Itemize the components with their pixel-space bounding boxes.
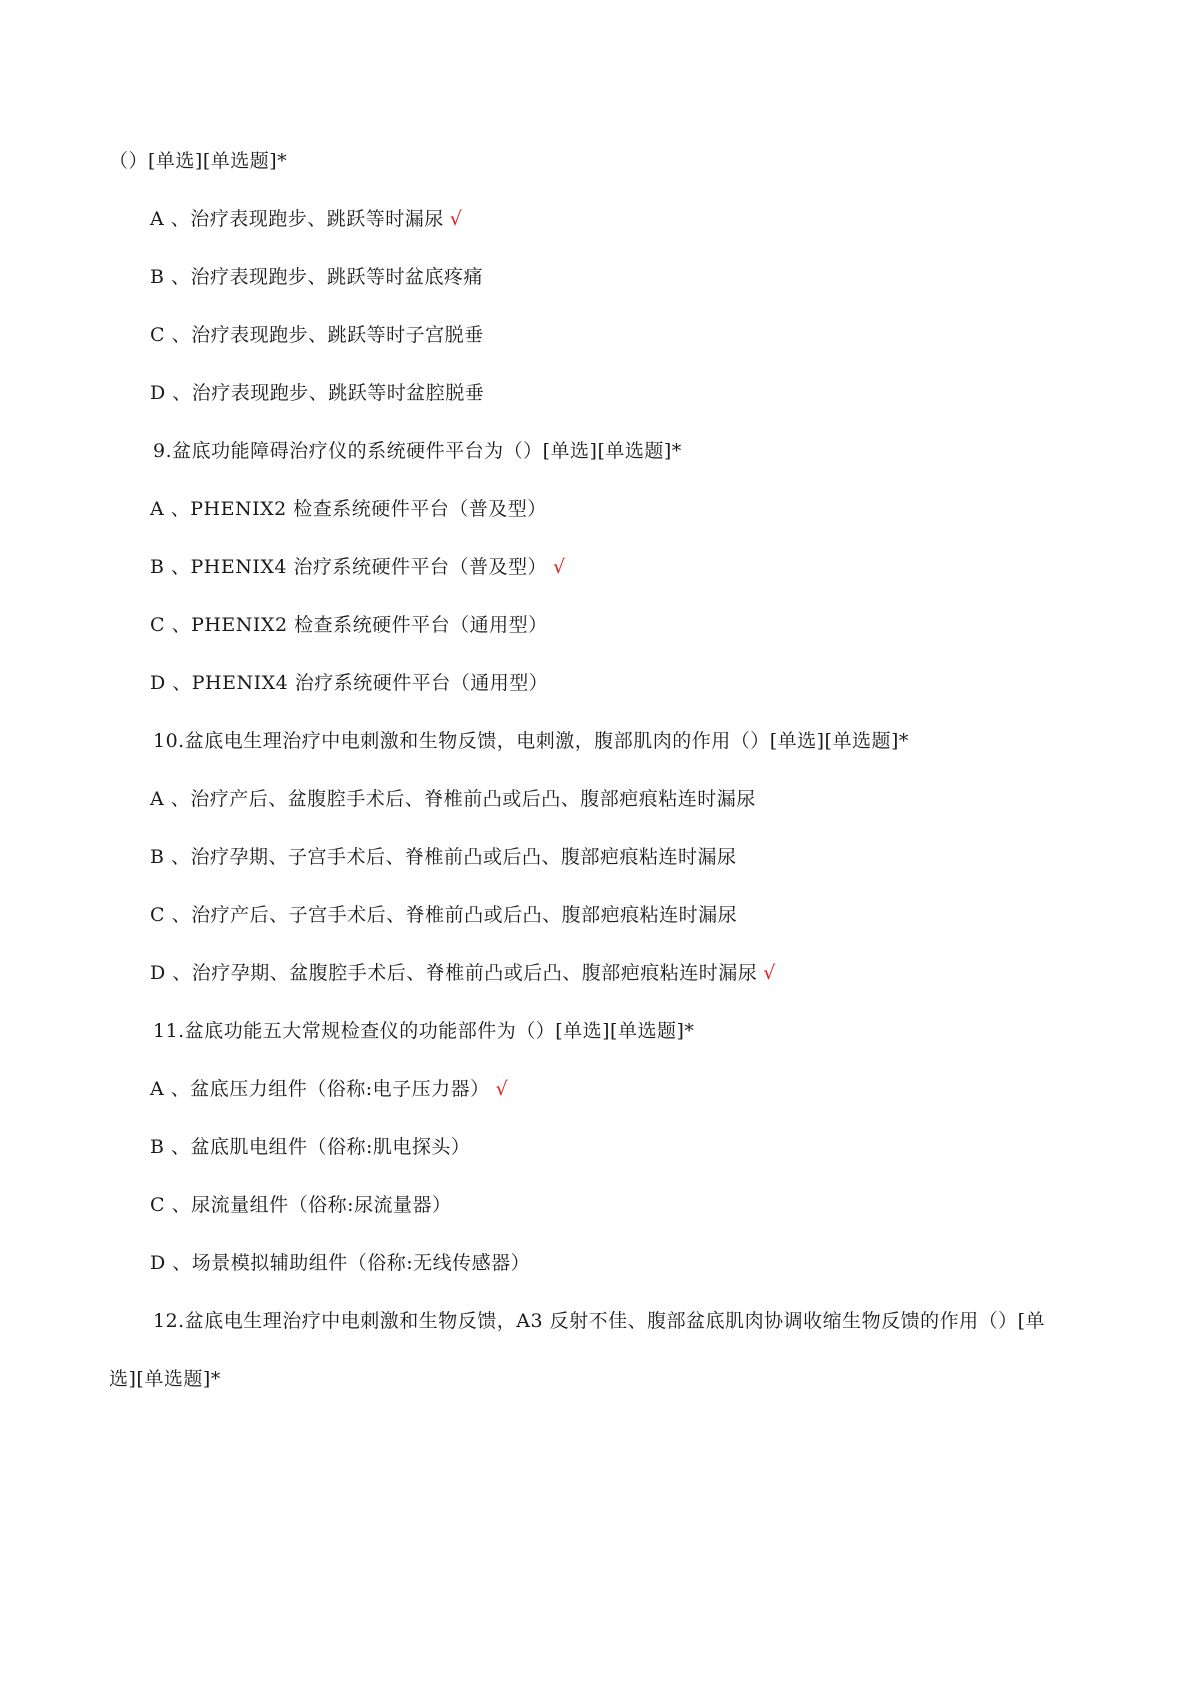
option-b <box>150 265 483 289</box>
option-text: B 、PHENIX4 治疗系统硬件平台（普及型） <box>150 556 548 578</box>
option-text: A 、PHENIX2 检查系统硬件平台（普及型） <box>150 498 547 520</box>
question-stem-text: 10.盆底电生理治疗中电刺激和生物反馈，电刺激，腹部肌肉的作用（）[单选][单选题]* <box>153 730 909 752</box>
question-9-option-d <box>150 671 548 695</box>
question-10-option-d <box>150 961 776 985</box>
option-text: D 、治疗表现跑步、跳跃等时盆腔脱垂 <box>150 382 485 404</box>
question-11-option-d <box>150 1251 530 1275</box>
option-text: A 、治疗表现跑步、跳跃等时漏尿 <box>150 208 444 230</box>
option-text: D 、治疗孕期、盆腹腔手术后、脊椎前凸或后凸、腹部疤痕粘连时漏尿 <box>150 962 758 984</box>
correct-check-icon: √ <box>763 962 776 984</box>
question-11-option-c <box>150 1193 451 1217</box>
option-text: A 、盆底压力组件（俗称:电子压力器） <box>150 1078 490 1100</box>
option-text: C 、治疗产后、子宫手术后、脊椎前凸或后凸、腹部疤痕粘连时漏尿 <box>150 904 738 926</box>
correct-check-icon: √ <box>553 556 566 578</box>
option-c <box>150 323 484 347</box>
question-stem-text: （）[单选][单选题]* <box>109 150 288 172</box>
question-11-stem <box>153 1019 694 1043</box>
question-stem-text: 选][单选题]* <box>109 1368 221 1390</box>
question-10-option-b <box>150 845 737 869</box>
option-text: C 、PHENIX2 检查系统硬件平台（通用型） <box>150 614 548 636</box>
option-text: B 、治疗孕期、子宫手术后、脊椎前凸或后凸、腹部疤痕粘连时漏尿 <box>150 846 737 868</box>
option-text: D 、PHENIX4 治疗系统硬件平台（通用型） <box>150 672 549 694</box>
question-10-option-c <box>150 903 737 927</box>
question-stem-text: 12.盆底电生理治疗中电刺激和生物反馈，A3 反射不佳、腹部盆底肌肉协调收缩生物反馈的作用（）[单 <box>153 1310 1045 1332</box>
question-9-option-c <box>150 613 548 637</box>
option-d <box>150 381 484 405</box>
question-9-stem <box>153 439 682 463</box>
question-11-option-a <box>150 1077 508 1101</box>
option-text: C 、尿流量组件（俗称:尿流量器） <box>150 1194 452 1216</box>
question-stem-text: 9.盆底功能障碍治疗仪的系统硬件平台为（）[单选][单选题]* <box>153 440 682 462</box>
option-text: C 、治疗表现跑步、跳跃等时子宫脱垂 <box>150 324 484 346</box>
question-9-option-a <box>150 497 547 521</box>
correct-check-icon: √ <box>495 1078 509 1100</box>
question-12-stem <box>153 1309 1045 1333</box>
option-text: B 、盆底肌电组件（俗称:肌电探头） <box>150 1136 471 1158</box>
option-a <box>150 207 462 231</box>
question-9-option-b <box>150 555 566 579</box>
question-stem-fragment <box>109 149 287 173</box>
question-11-option-b <box>150 1135 470 1159</box>
question-10-stem <box>153 729 909 753</box>
option-text: A 、治疗产后、盆腹腔手术后、脊椎前凸或后凸、腹部疤痕粘连时漏尿 <box>150 788 756 810</box>
correct-check-icon: √ <box>449 208 463 230</box>
option-text: D 、场景模拟辅助组件（俗称:无线传感器） <box>150 1252 531 1274</box>
question-10-option-a <box>150 787 756 811</box>
question-stem-text: 11.盆底功能五大常规检查仪的功能部件为（）[单选][单选题]* <box>153 1020 695 1042</box>
question-12-stem-continued <box>109 1367 221 1391</box>
option-text: B 、治疗表现跑步、跳跃等时盆底疼痛 <box>150 266 484 288</box>
